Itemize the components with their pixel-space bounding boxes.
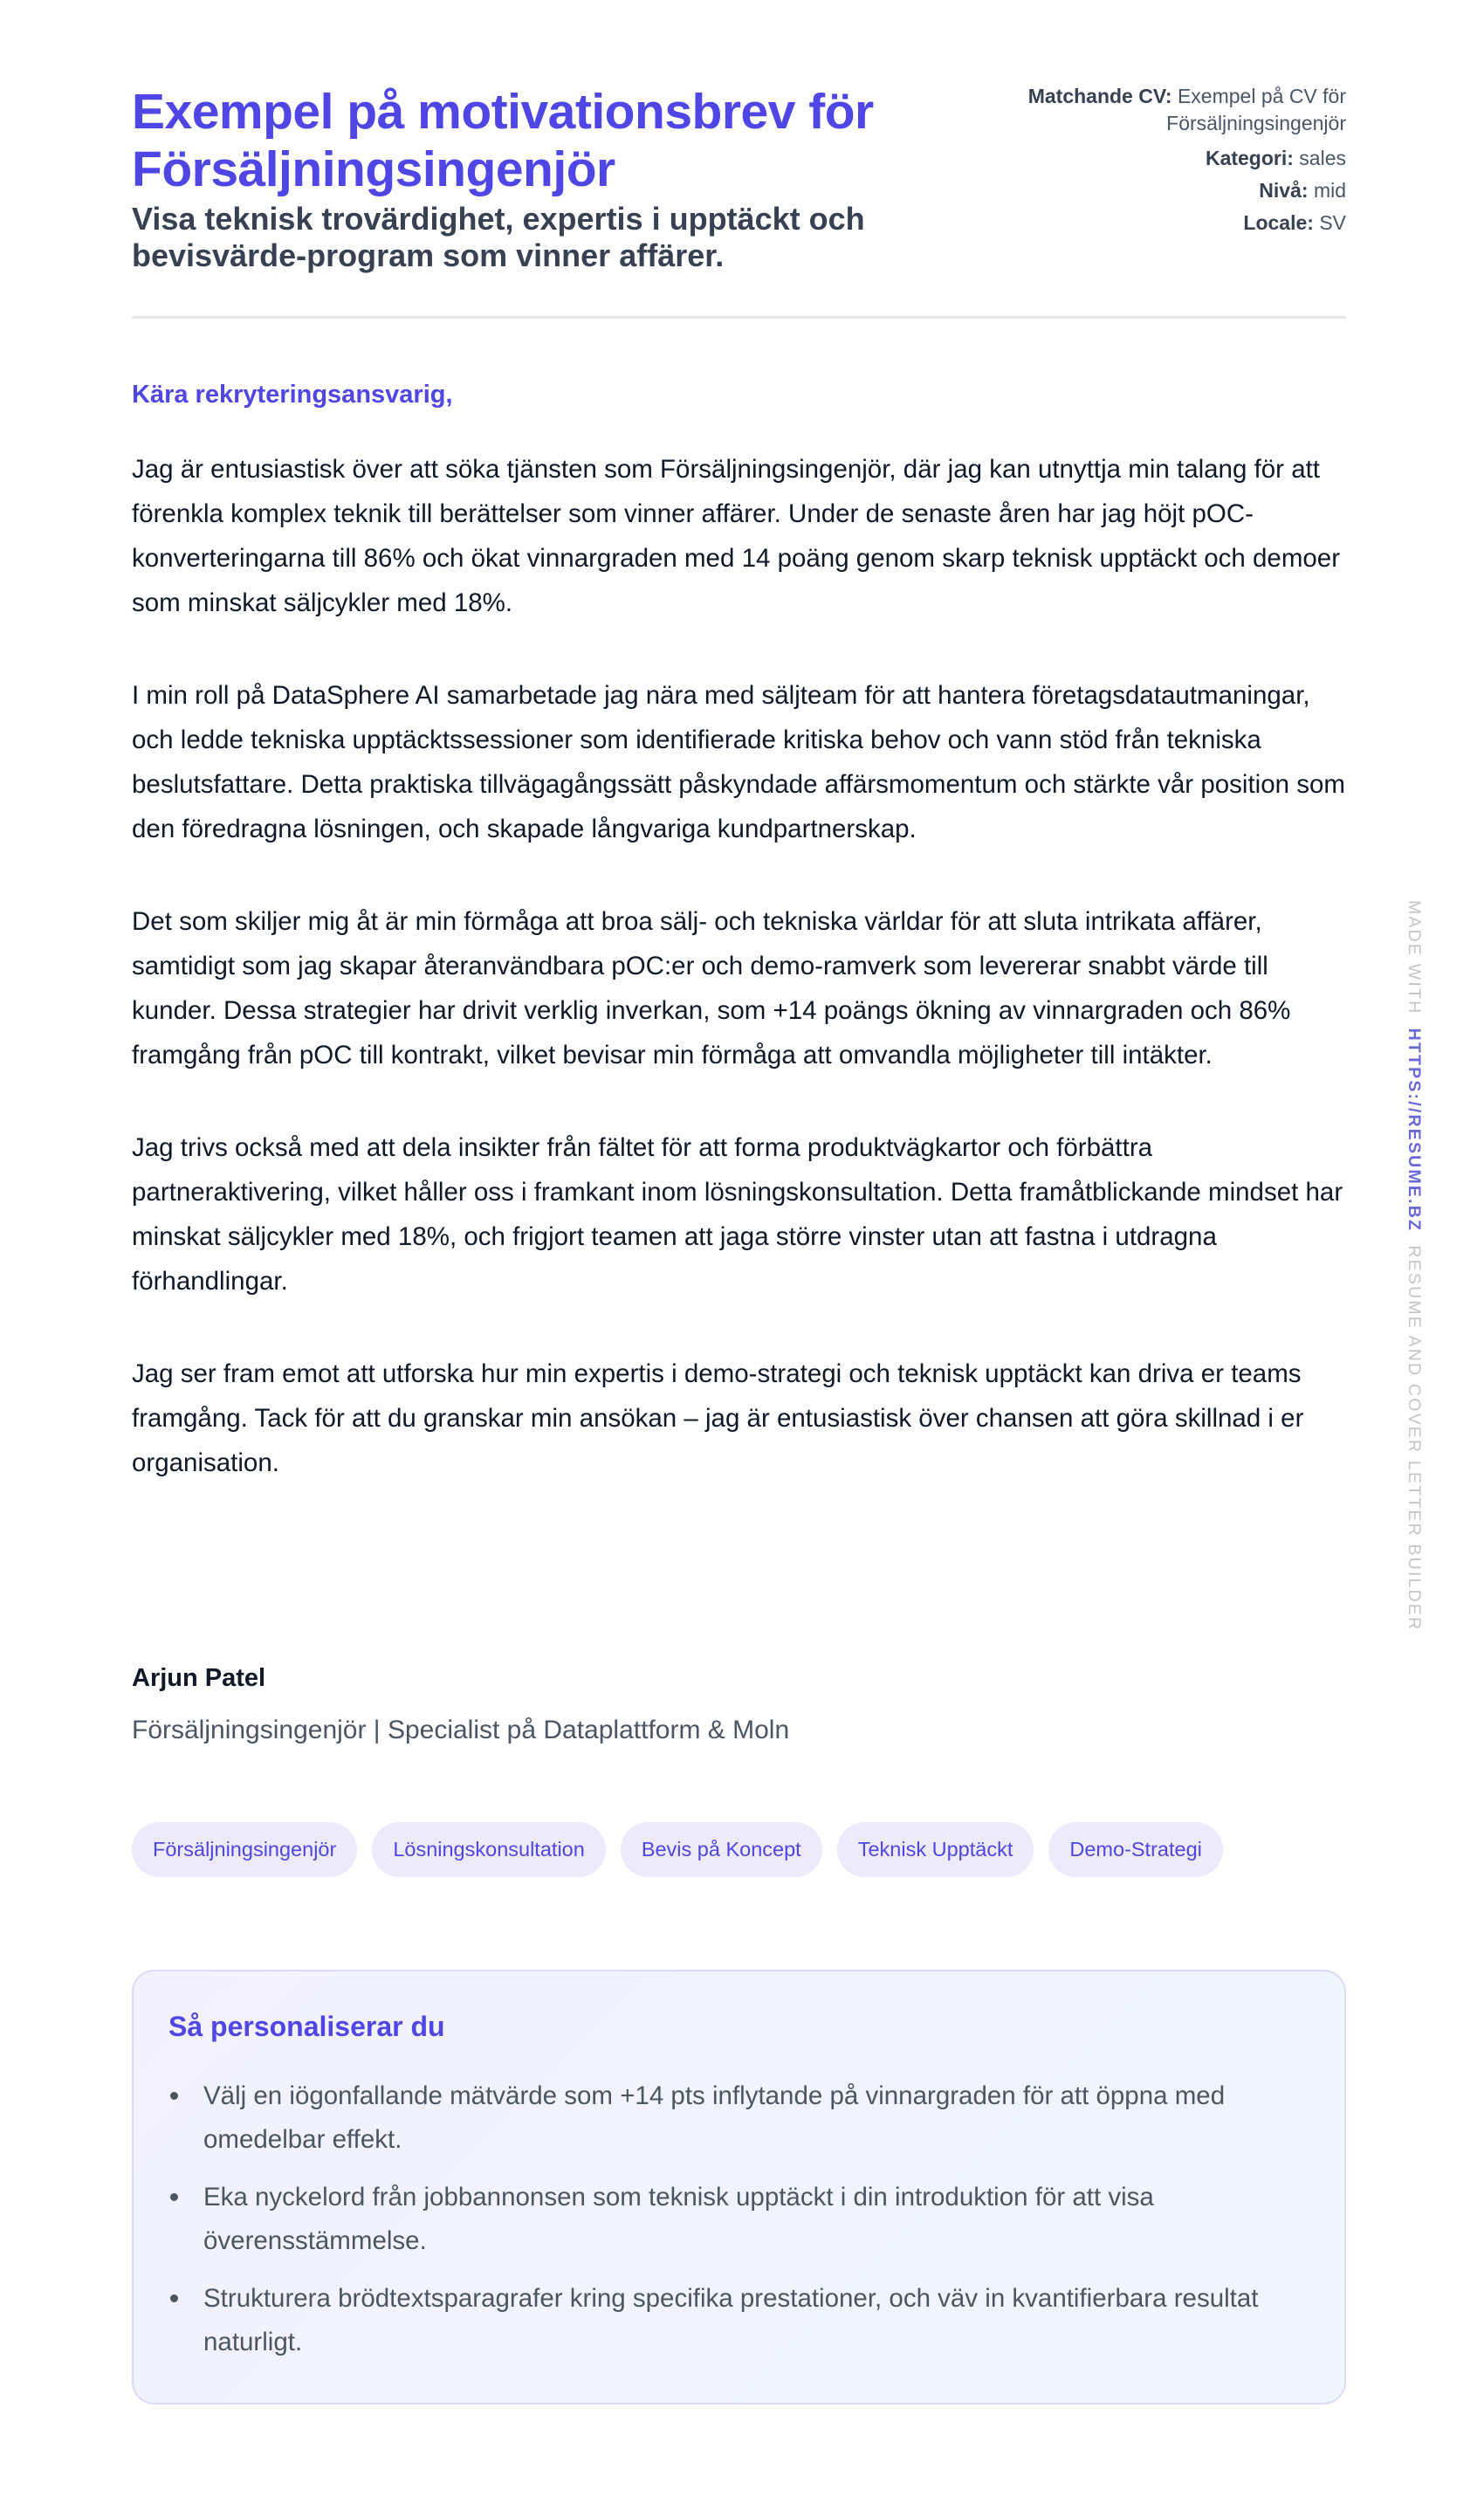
meta-value: Exempel på CV för Försäljningsingenjör — [1166, 85, 1346, 134]
meta-category — [997, 142, 1346, 175]
letter-paragraph: Jag ser fram emot att utforska hur min expertis i demo-strategi och teknisk upptäckt kan driva er teams framgång. Tack för att du granskar min ansökan – jag är entusiastisk över chansen att göra skillnad i er organisation. — [132, 1359, 1304, 1477]
tag-list — [132, 1822, 1223, 1877]
meta-label: Kategori: — [1205, 147, 1294, 169]
watermark-prefix: MADE WITH — [1405, 900, 1424, 1015]
letter-paragraph: Jag trivs också med att dela insikter från fältet för att forma produktvägkartor och förbättra partneraktivering, vilket håller oss i framkant inom lösningskonsultation. Detta framåtblickande mindset har minskat säljcykler med 18%, och frigjort teamen att jaga större vinster utan att fastna i utdragna förhandlingar. — [132, 1133, 1343, 1296]
tips-heading: Så personaliserar du — [168, 2011, 445, 2042]
bullet-icon — [170, 2294, 178, 2302]
letter-paragraph: I min roll på DataSphere AI samarbetade jag nära med säljteam för att hantera företagsdatautmaningar, och ledde tekniska upptäcktssessioner som identifierade kritiska behov och vann stöd från tekniska beslutsfattare. Detta praktiska tillvägagångssätt påskyndade affärsmomentum och stärkte vår position som den föredragna lösningen, och skapade långvariga kundpartnerskap. — [132, 681, 1345, 843]
bullet-icon — [170, 2193, 178, 2201]
signature-title: Försäljningsingenjör | Specialist på Dataplattform & Moln — [132, 1716, 790, 1744]
header-divider — [132, 316, 1346, 319]
meta-value: sales — [1299, 147, 1346, 169]
meta-level — [997, 175, 1346, 207]
bullet-icon — [170, 2092, 178, 2100]
meta-value: SV — [1319, 211, 1346, 234]
watermark — [1401, 900, 1427, 1632]
tag: Försäljningsingenjör — [132, 1822, 357, 1877]
tag: Bevis på Koncept — [621, 1822, 822, 1877]
watermark-suffix: RESUME AND COVER LETTER BUILDER — [1405, 1245, 1424, 1632]
tip-item — [168, 2176, 1303, 2263]
tag: Demo-Strategi — [1048, 1822, 1223, 1877]
personalization-tips-box — [132, 1970, 1346, 2404]
meta-label: Matchande CV: — [1027, 85, 1172, 107]
signature-name: Arjun Patel — [132, 1664, 266, 1692]
tip-text: Strukturera brödtextsparagrafer kring specifika prestationer, och väv in kvantifierbara resultat naturligt. — [203, 2284, 1259, 2356]
meta-value: mid — [1313, 179, 1346, 202]
tip-item — [168, 2277, 1303, 2364]
tag: Lösningskonsultation — [372, 1822, 606, 1877]
meta-label: Locale: — [1243, 211, 1314, 234]
signature — [132, 1659, 789, 1750]
letter-greeting: Kära rekryteringsansvarig, — [132, 381, 453, 409]
tag: Teknisk Upptäckt — [837, 1822, 1034, 1877]
letter-body — [132, 447, 1346, 1533]
tip-item — [168, 2074, 1303, 2162]
tips-list — [168, 2074, 1303, 2378]
tip-text: Välj en iögonfallande mätvärde som +14 pts inflytande på vinnargraden för att öppna med omedelbar effekt. — [203, 2081, 1226, 2154]
page-title: Exempel på motivationsbrev för Försäljningsingenjör — [132, 84, 874, 197]
letter-paragraph: Det som skiljer mig åt är min förmåga att broa sälj- och tekniska världar för att sluta intrikata affärer, samtidigt som jag skapar återanvändbara pOC:er och demo-ramverk som levererar snabbt värde till kunder. Dessa strategier har drivit verklig inverkan, som +14 poängs ökning av vinnargraden och 86% framgång från pOC till kontrakt, vilket bevisar min förmåga att omvandla möjligheter till intäkter. — [132, 907, 1291, 1070]
meta-matching-cv — [997, 83, 1346, 137]
meta-label: Nivå: — [1259, 179, 1309, 202]
watermark-link[interactable]: HTTPS://RESUME.BZ — [1405, 1028, 1424, 1233]
header — [132, 83, 1346, 319]
tip-text: Eka nyckelord från jobbannonsen som teknisk upptäckt i din introduktion för att visa överensstämmelse. — [203, 2183, 1154, 2255]
page-subtitle: Visa teknisk trovärdighet, expertis i upptäckt och bevisvärde-program som vinner affärer. — [132, 201, 865, 273]
meta-locale — [997, 207, 1346, 239]
meta-info — [997, 83, 1346, 239]
letter-paragraph: Jag är entusiastisk över att söka tjänsten som Försäljningsingenjör, där jag kan utnyttja min talang för att förenkla komplex teknik till berättelser som vinner affärer. Under de senaste åren har jag höjt pOC-konverteringarna till 86% och ökat vinnargraden med 14 poäng genom skarp teknisk upptäckt och demoer som minskat säljcykler med 18%. — [132, 455, 1341, 617]
